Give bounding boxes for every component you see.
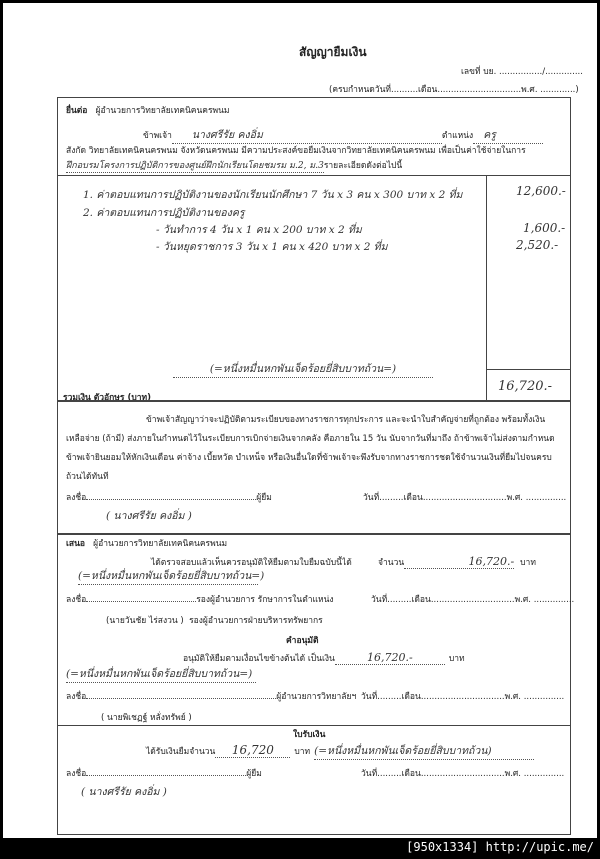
receipt-signature-field[interactable] — [86, 775, 246, 776]
item-amount-1: 12,600.- — [516, 184, 566, 198]
borrower-sign-role: ผู้ยืม — [256, 493, 272, 503]
deputy-sign-label: ลงชื่อ — [66, 595, 87, 605]
receipt-amount-words: (=หนึ่งหมื่นหกพันเจ็ดร้อยยี่สิบบาทถ้วน) — [314, 742, 534, 760]
proposal-currency: บาท — [520, 558, 536, 568]
applicant-name: นางศรีรัย คงอิ่ม — [172, 126, 442, 144]
proposal-amount-label: จำนวน — [378, 558, 405, 568]
receipt-amount-value: 16,720 — [215, 743, 290, 758]
item-row-4: - วันหยุดราชการ 3 วัน x 1 คน x 420 บาท x 2 ที่ม — [156, 241, 388, 253]
deputy-signature-field[interactable] — [86, 601, 196, 602]
total-label: รวมเงิน ตัวอักษร (บาท) — [63, 393, 151, 403]
total-amount: 16,720.- — [498, 379, 553, 394]
director-date-line: วันที่.........เดือน...............................พ.ศ. ............... — [361, 692, 565, 702]
propose-to-value: ผู้อำนวยการวิทยาลัยเทคนิคนครพนม — [93, 539, 228, 549]
document-page — [3, 3, 597, 838]
receipt-currency: บาท — [294, 747, 311, 757]
borrower-date-line: วันที่.........เดือน...............................พ.ศ. ............... — [363, 493, 567, 503]
proposal-amount-words: (=หนึ่งหมื่นหกพันเจ็ดร้อยยี่สิบบาทถ้วน=) — [78, 567, 258, 585]
submit-to-value: ผู้อำนวยการวิทยาลัยเทคนิคนครพนม — [95, 106, 230, 116]
items-column-divider — [486, 175, 487, 400]
applicant-label: ข้าพเจ้า — [143, 131, 172, 141]
deputy-title: รองผู้อำนวยการฝ่ายบริหารทรัพยากร — [189, 616, 323, 626]
document-title: สัญญายืมเงิน — [299, 45, 367, 59]
proposal-amount-value: 16,720.- — [404, 555, 514, 569]
receipt-date-line: วันที่.........เดือน...............................พ.ศ. ............... — [361, 769, 565, 779]
total-in-words: (=หนึ่งหมื่นหกพันเจ็ดร้อยยี่สิบบาทถ้วน=) — [173, 360, 433, 378]
propose-to-label: เสนอ — [66, 539, 86, 549]
agreement-paragraph: ข้าพเจ้าสัญญาว่าจะปฏิบัติตามระเบียบของทางราชการทุกประการ และจะนำใบสำคัญจ่ายที่ถูกต้อง พร้อมทั้งเงินเหลือจ่าย (ถ้ามี) ส่งภายในกำหนดไว้ในระเบียบการเบิกจ่ายเงินจากคลัง คือภายใน 15 วัน นับจากวันที่มาถึง ถ้าข้าพเจ้าไม่ส่งตามกำหนด ข้าพเจ้ายินยอมให้หักเงินเดือน ค่าจ้าง เบี้ยหวัด บำเหน็จ หรือเงินอื่นใดที่ข้าพเจ้าจะพึงรับจากทางราชการชดใช้จำนวนเงินที่ยืมไปจนครบถ้วนได้ทันที — [66, 415, 555, 482]
affiliation-text: สังกัด วิทยาลัยเทคนิคนครพนม จังหวัดนครพนม มีความประสงค์ขอยืมเงินจากวิทยาลัยเทคนิคนครพนม เพื่อเป็นค่าใช้จ่ายในการ — [66, 146, 526, 156]
item-amount-4: 2,520.- — [516, 238, 559, 252]
document-number: เลขที่ บย. ................/.............. — [461, 67, 583, 77]
borrower-printed-name: ( นางศรีรัย คงอิ่ม ) — [106, 510, 192, 522]
item-row-3: - วันทำการ 4 วัน x 1 คน x 200 บาท x 2 ที่ม — [156, 224, 362, 236]
borrower-signature-field[interactable] — [86, 499, 256, 500]
director-name: ( นายพิเชฏฐ์ หลั่งทรัพย์ ) — [101, 713, 192, 723]
approval-heading: คำอนุมัติ — [286, 636, 319, 646]
approval-text: อนุมัติให้ยืมตามเงื่อนไขข้างต้นได้ เป็นเงิน — [183, 654, 335, 664]
item-row-2: 2. ค่าตอบแทนการปฏิบัติงานของครู — [83, 207, 245, 219]
deputy-name: (นายวันชัย ไร่สงวน ) — [106, 616, 184, 626]
receipt-heading: ใบรับเงิน — [293, 730, 326, 740]
position-label: ตำแหน่ง — [441, 131, 474, 141]
receipt-divider — [57, 725, 570, 726]
item-amount-3: 1,600.- — [523, 221, 566, 235]
director-signature-field[interactable] — [86, 698, 276, 699]
director-sign-label: ลงชื่อ — [66, 692, 87, 702]
watermark-text: [950x1334] http://upic.me/ — [406, 840, 594, 854]
receipt-sign-role: ผู้ยืม — [246, 769, 262, 779]
position-value: ครู — [473, 126, 543, 144]
receipt-sign-label: ลงชื่อ — [66, 769, 87, 779]
deputy-sign-role: รองผู้อำนวยการ รักษาการในตำแหน่ง — [196, 595, 334, 605]
director-sign-role: ผู้อำนวยการวิทยาลัยฯ — [276, 692, 357, 702]
due-date-line: (ครบกำหนดวันที่..........เดือน...............................พ.ศ. .............) — [329, 85, 579, 95]
purpose-suffix: รายละเอียดดังต่อไปนี้ — [323, 161, 403, 171]
footer-bar — [0, 838, 600, 859]
submit-to-label: ยื่นต่อ — [66, 106, 88, 116]
receipt-borrower-name: ( นางศรีรัย คงอิ่ม ) — [81, 786, 167, 798]
receipt-received-label: ได้รับเงินยืมจำนวน — [146, 747, 216, 757]
item-row-1: 1. ค่าตอบแทนการปฏิบัติงานของนักเรียนนักศึกษา 7 วัน x 3 คน x 300 บาท x 2 ที่ม — [83, 189, 463, 201]
items-top-divider — [57, 175, 570, 176]
purpose-handwritten: ฝึกอบรมโครงการปฏิบัติการของศูนย์ฝึกนักเรียนโดยชมรม ม.2, ม.3 — [66, 158, 324, 173]
approval-amount-words: (=หนึ่งหมื่นหกพันเจ็ดร้อยยี่สิบบาทถ้วน=) — [66, 665, 256, 683]
total-divider — [486, 369, 570, 370]
approval-amount-value: 16,720.- — [335, 651, 445, 665]
deputy-date-line: วันที่.........เดือน...............................พ.ศ. ............... — [371, 595, 575, 605]
approval-currency: บาท — [448, 654, 465, 664]
review-text: ได้ตรวจสอบแล้วเห็นควรอนุมัติให้ยืมตามใบยืมฉบับนี้ได้ — [151, 558, 352, 568]
borrower-sign-label: ลงชื่อ — [66, 493, 87, 503]
